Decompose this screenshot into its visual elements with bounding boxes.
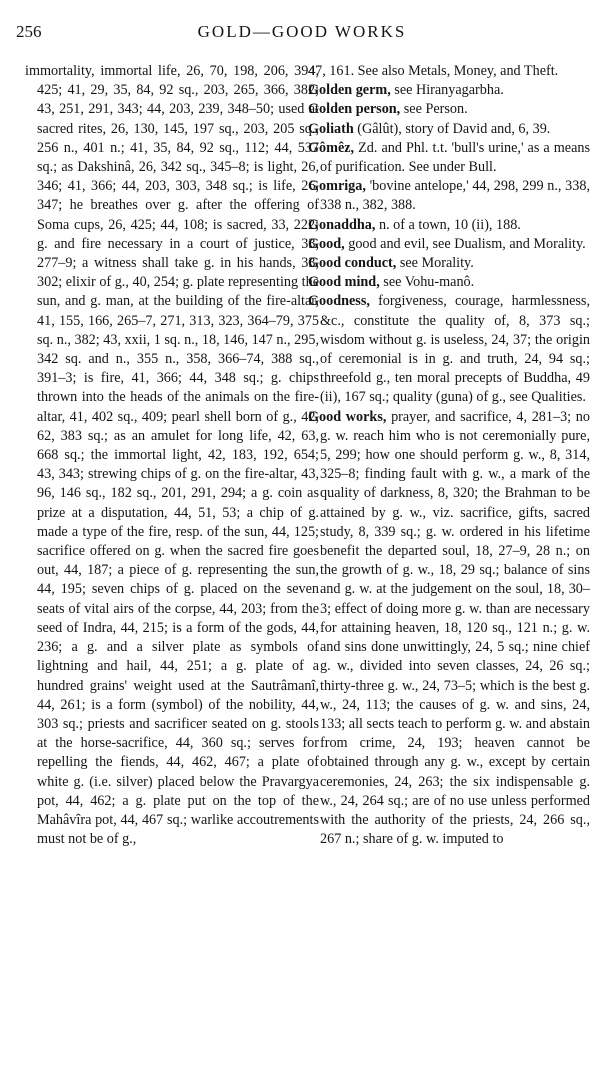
entry-head: Goodness, <box>308 293 370 310</box>
continuation-text: 47, 161. See also Metals, Money, and Theft. <box>308 63 559 79</box>
entry-body: see Vohu-manô. <box>379 274 475 291</box>
left-column <box>25 62 319 849</box>
index-entry <box>308 120 590 139</box>
entry-body: n. of a town, 10 (ii), 188. <box>375 216 521 233</box>
entry-head: Gonaddha, <box>308 216 376 233</box>
index-entry <box>308 216 590 235</box>
index-entry <box>308 408 590 850</box>
left-column-text: immortality, immortal life, 26, 70, 198, 206, 394, 425; 41, 29, 35, 84, 92 sq., 203, 265, 366, 382; 43, 251, 291, 343; 44, 203, 239, 348–50; used at sacred rites, 26, 130, 145, 197 sq., 203, 205 sq., 256 n., 401 n.; 41, 35, 84, 92 sq., 112; 44, 537 sq.; as Dakshinâ, 26, 342 sq., 345–8; is light, 26, 346; 41, 366; 44, 203, 303, 348 sq.; is life, 26, 347; he breathes over g. after the offering of Soma cups, 26, 425; 44, 108; is sacred, 33, 222; g. and fire necessary in a court of justice, 33, 277–9; a witness shall take g. in his hands, 33, 302; elixir of g., 40, 254; g. plate representing the sun, and g. man, at the building of the fire-altar, 41, 155, 166, 265–7, 271, 313, 323, 364–79, 375 sq. n., 382; 43, xxii, 1 sq. n., 18, 146, 147 n., 295, 342 sq. and n., 355 n., 358, 366–74, 388 sq., 391–3; is fire, 41, 366; 44, 348 sq.; g. chips thrown into the heads of the animals on the fire-altar, 41, 402 sq., 409; pearl shell born of g., 42, 62, 383 sq.; as an amulet for long life, 42, 63, 668 sq.; the immortal light, 42, 183, 192, 654; 43, 343; strewing chips of g. on the fire-altar, 43, 96, 146 sq., 182 sq., 201, 291, 294; a g. coin as prize at a disputation, 44, 51, 53; a chip of g. made a type of the fire, resp. of the sun, 44, 125; sacrifice offered on g. when the sacred fire goes out, 44, 187; a piece of g. representing the sun, 44, 195; seven chips of g. placed on the seven seats of vital airs of the corpse, 44, 203; from the seed of Indra, 44, 215; is a form of the gods, 44, 236; a g. and a silver plate as symbols of lightning and hail, 44, 251; a g. plate of a hundred grains' weight used at the Sautrâmanî, 44, 261; is a form (symbol) of the nobility, 44, 303 sq.; priests and sacrificer seated on g. stools at the horse-sacrifice, 44, 360 sq.; serves for repelling the fiends, 44, 462, 467; a plate of white g. (i.e. silver) placed below the Pravargya pot, 44, 462; a g. plate put on the top of the Mahâvîra pot, 44, 467 sq.; warlike accoutrements must not be of g., <box>25 63 319 848</box>
entry-head: Gomriga, <box>308 178 366 195</box>
entry-body: see Morality. <box>396 255 474 272</box>
running-head: GOLD—GOOD WORKS <box>197 22 407 41</box>
index-entry <box>308 273 590 292</box>
entry-head: Good works, <box>308 408 387 425</box>
entry-head: Goliath <box>308 120 354 137</box>
index-entry <box>308 177 590 215</box>
entry-head: Good conduct, <box>308 255 397 272</box>
entry-body: Zd. and Phl. t.t. 'bull's urine,' as a means of purification. See under Bull. <box>320 139 590 176</box>
entry-body: (Gâlût), story of David and, 6, 39. <box>353 120 551 137</box>
index-entry <box>308 254 590 273</box>
page-number: 256 <box>16 22 42 41</box>
entry-body: good and evil, see Dualism, and Morality. <box>344 235 586 252</box>
entry-head: Gômêz, <box>308 139 355 156</box>
entry-body: see Person. <box>400 101 468 118</box>
entry-head: Golden person, <box>308 101 401 118</box>
entry-head: Good mind, <box>308 274 380 291</box>
right-column <box>308 62 590 849</box>
entry-body: 'bovine antelope,' 44, 298, 299 n., 338, 338 n., 382, 388. <box>320 178 590 214</box>
index-entry <box>308 100 590 119</box>
entry-body: see Hiranyagarbha. <box>390 82 504 99</box>
index-entry <box>308 235 590 254</box>
index-entry <box>308 81 590 100</box>
entry-body: prayer, and sacrifice, 4, 281–3; no g. w. reach him who is not ceremonially pure, 5, 299; how one should perform g. w., 8, 314, 325–8; finding fault with g. w., a mark of the quality of darkness, 8, 320; the Brahman to be attained by g. w., viz. sacrifice, gifts, sacred study, 8, 339 sq.; g. w. ordered in his lifetime benefit the departed soul, 18, 27–9, 28 n.; on the growth of g. w., 18, 29 sq.; balance of sins and g. w. at the judgement on the soul, 18, 30–3; effect of doing more g. w. than are necessary for attaining heaven, 18, 120 sq., 121 n.; g. w. and sins done unwittingly, 24, 5 sq.; nine chief g. w., divided into seven classes, 24, 26 sq.; thirty-three g. w., 24, 73–5; which is the best g. w., 24, 113; the causes of g. w. and sins, 24, 133; all sects teach to perform g. w. and abstain from crime, 24, 193; heaven cannot be obtained through any g. w., except by certain ceremonies, 24, 263; the six indispensable g. w., 24, 264 sq.; are of no use unless performed with the authority of the priests, 24, 266 sq., 267 n.; share of g. w. imputed to <box>320 408 590 848</box>
index-entry <box>308 139 590 177</box>
entry-head: Good, <box>308 235 345 252</box>
entry-head: Golden germ, <box>308 82 391 99</box>
entry-body: forgiveness, courage, harmlessness, &c., constitute the quality of, 8, 373 sq.; wisdom without g. is useless, 24, 37; the origin of ceremonial is in g. and truth, 24, 94 sq.; threefold g., ten moral precepts of Buddha, 49 (ii), 167 sq.; quality (guna) of g., see Qualities. <box>320 293 590 406</box>
index-entry <box>308 292 590 407</box>
